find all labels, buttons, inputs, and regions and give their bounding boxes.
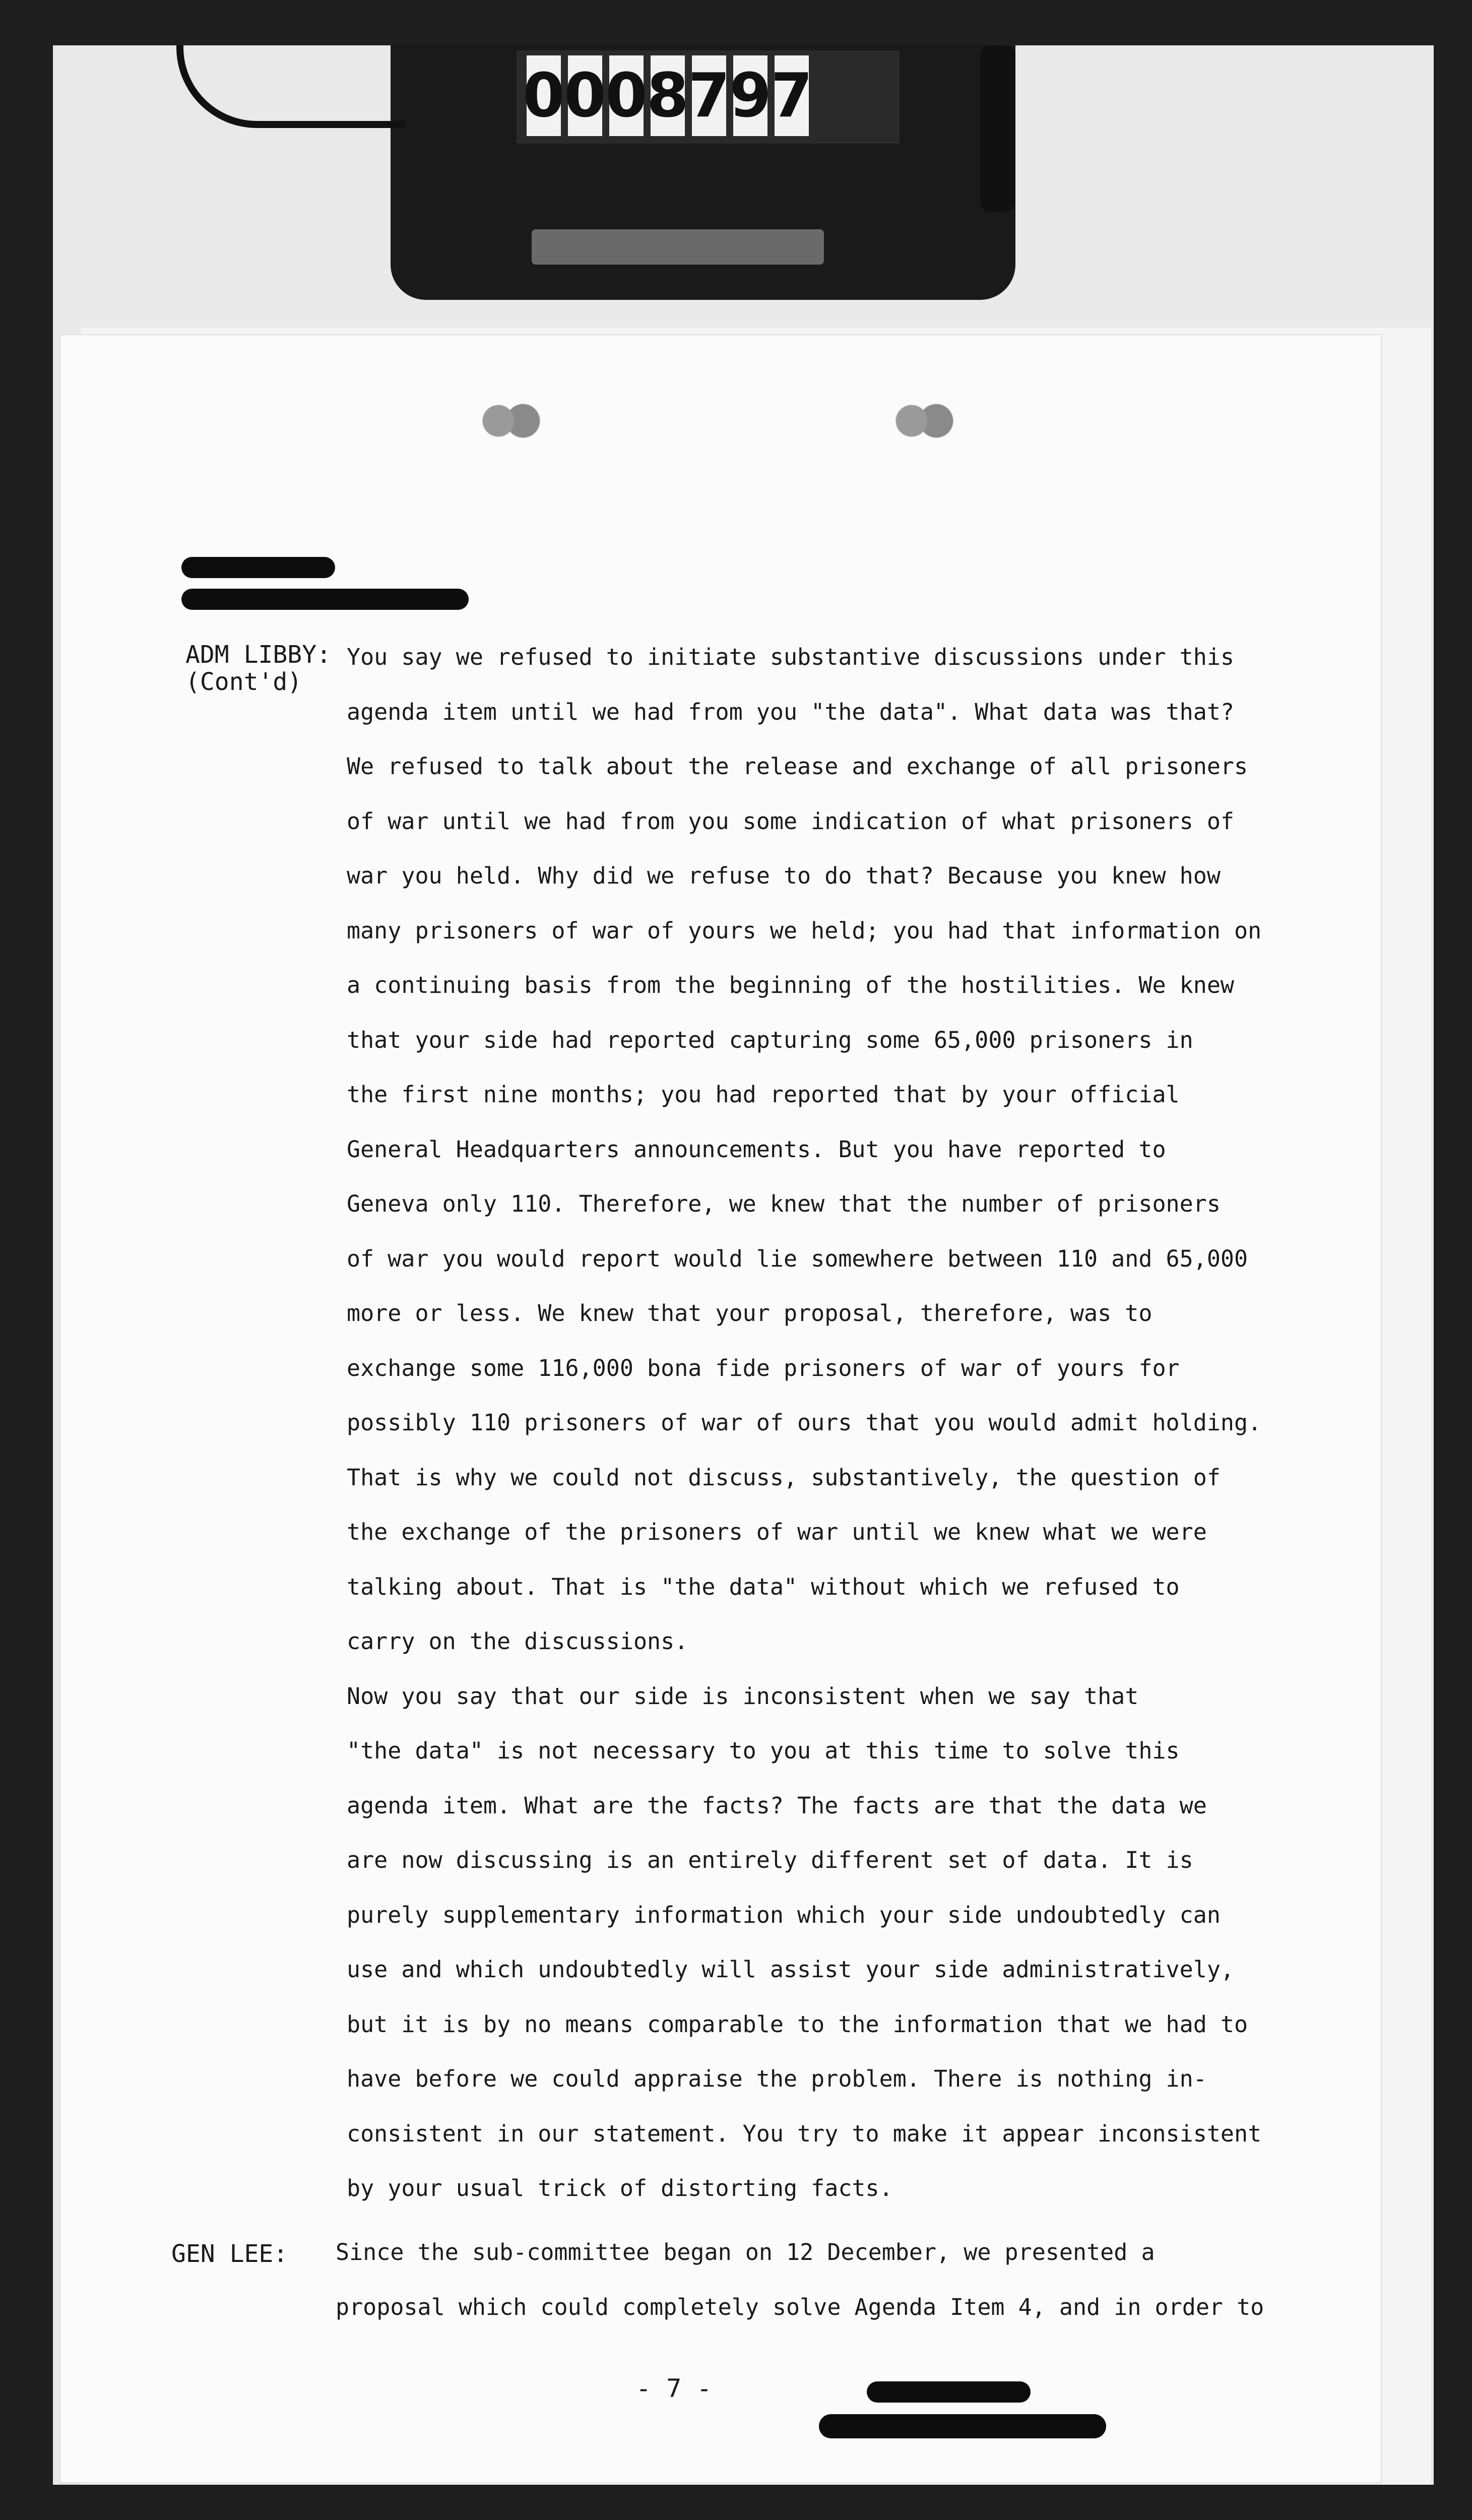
text-line: agenda item until we had from you "the data". What data was that? [347, 698, 1234, 725]
text-line: That is why we could not discuss, substantively, the question of [347, 1464, 1221, 1491]
text-line: that your side had reported capturing some 65,000 prisoners in [347, 1026, 1193, 1053]
text-line: Geneva only 110. Therefore, we knew that the number of prisoners [347, 1190, 1221, 1217]
text-line: agenda item. What are the facts? The facts are that the data we [347, 1792, 1207, 1819]
redaction-bar [181, 589, 469, 610]
counter-digit: 0 [609, 55, 644, 136]
text-line: a continuing basis from the beginning of the hostilities. We knew [347, 972, 1234, 998]
text-line: are now discussing is an entirely different set of data. It is [347, 1847, 1193, 1873]
text-line: the first nine months; you had reported that by your official [347, 1081, 1180, 1108]
counter-knob [980, 45, 1015, 212]
text-line: possibly 110 prisoners of war of ours that you would admit holding. [347, 1409, 1262, 1436]
text-line: carry on the discussions. [347, 1628, 688, 1655]
redaction-bar [819, 2414, 1106, 2438]
text-line: but it is by no means comparable to the information that we had to [347, 2010, 1248, 2038]
speaker-contd-label: (Cont'd) [185, 668, 302, 696]
text-line: war you held. Why did we refuse to do that? Because you knew how [347, 862, 1221, 889]
text-line: You say we refused to initiate substantive discussions under this [347, 644, 1234, 670]
text-line: "the data" is not necessary to you at this time to solve this [347, 1737, 1180, 1764]
text-line: of war until we had from you some indication of what prisoners of [347, 807, 1234, 835]
text-line: the exchange of the prisoners of war until we knew what we were [347, 1519, 1207, 1545]
redaction-bar [181, 557, 335, 578]
counter-digit: 7 [692, 55, 726, 136]
text-line: of war you would report would lie somewhere between 110 and 65,000 [347, 1245, 1248, 1272]
frame-counter-display [517, 50, 900, 144]
text-line: many prisoners of war of yours we held; you had that information on [347, 917, 1262, 944]
counter-slot [532, 229, 824, 265]
text-line: Since the sub-committee began on 12 December, we presented a [336, 2239, 1155, 2265]
lee-statement [336, 2225, 1264, 2335]
punch-hole-left [474, 398, 544, 444]
text-line: by your usual trick of distorting facts. [347, 2175, 893, 2201]
counter-digit: 8 [651, 55, 685, 136]
text-line: talking about. That is "the data" without which we refused to [347, 1573, 1180, 1600]
text-line: have before we could appraise the problem. There is nothing in- [347, 2065, 1207, 2092]
text-line: more or less. We knew that your proposal, therefore, was to [347, 1300, 1153, 1327]
text-line: consistent in our statement. You try to make it appear inconsistent [347, 2120, 1262, 2147]
text-line: proposal which could completely solve Agenda Item 4, and in order to [336, 2293, 1264, 2320]
punch-hole-right [887, 398, 957, 444]
text-line: use and which undoubtedly will assist your side administratively, [347, 1956, 1234, 1983]
counter-digit: 7 [775, 55, 809, 136]
redaction-bar [867, 2381, 1031, 2403]
text-line: Now you say that our side is inconsistent when we say that [347, 1682, 1139, 1710]
text-line: We refused to talk about the release and exchange of all prisoners [347, 753, 1248, 780]
counter-digit: 9 [733, 55, 767, 136]
text-line: exchange some 116,000 bona fide prisoners of war of yours for [347, 1354, 1180, 1381]
text-line: purely supplementary information which your side undoubtedly can [347, 1901, 1221, 1928]
libby-statement [347, 630, 1261, 2216]
frame-counter-device [391, 45, 1015, 300]
speaker-label-libby: ADM LIBBY: [185, 641, 331, 669]
counter-digit: 0 [568, 55, 602, 136]
speaker-label-lee: GEN LEE: [171, 2240, 288, 2268]
counter-digit: 0 [527, 55, 561, 136]
text-line: General Headquarters announcements. But you have reported to [347, 1136, 1166, 1163]
page-number: - 7 - [636, 2374, 712, 2403]
